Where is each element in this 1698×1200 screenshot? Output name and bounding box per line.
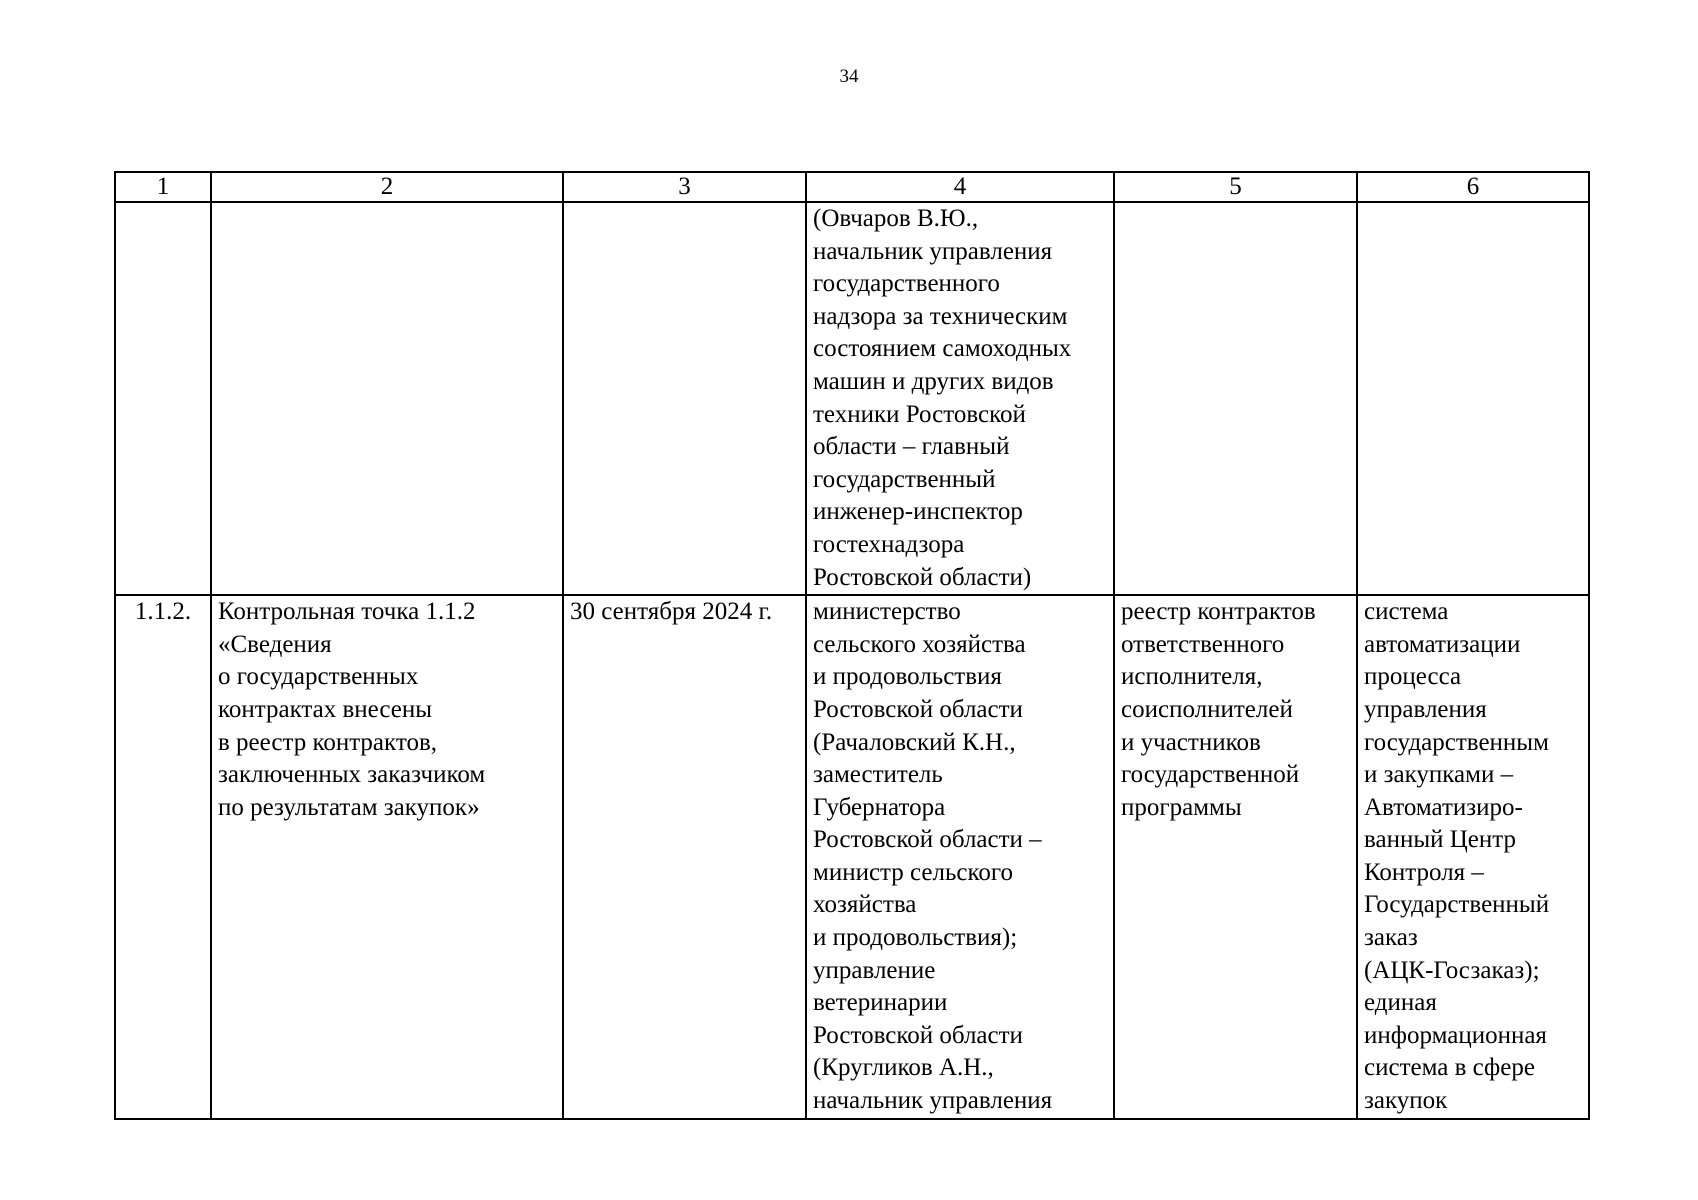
table-header-row bbox=[115, 172, 1589, 202]
table-cell bbox=[211, 595, 563, 1119]
table-cell bbox=[563, 202, 806, 595]
table-cell bbox=[1114, 595, 1357, 1119]
cell-text-line: автоматизации bbox=[1364, 630, 1521, 658]
cell-text-line: Контроля – bbox=[1364, 858, 1484, 886]
cell-text-line: и продовольствия bbox=[813, 663, 1002, 691]
cell-text-line: закупок bbox=[1364, 1087, 1448, 1115]
cell-text-line: инженер-инспектор bbox=[813, 498, 1023, 526]
cell-text-line: заключенных заказчиком bbox=[218, 761, 486, 789]
cell-text-line: о государственных bbox=[218, 663, 419, 691]
cell-text-line: Ростовской области) bbox=[813, 563, 1032, 591]
cell-text-line: начальник управления bbox=[813, 1087, 1053, 1115]
column-header: 1 bbox=[115, 172, 211, 202]
cell-text-line: процесса bbox=[1364, 663, 1462, 691]
cell-text-line: ванный Центр bbox=[1364, 826, 1517, 854]
column-header: 2 bbox=[211, 172, 563, 202]
table-cell bbox=[1357, 595, 1589, 1119]
cell-text-line: (Кругликов А.Н., bbox=[813, 1054, 994, 1082]
cell-text-line: Губернатора bbox=[813, 793, 946, 821]
table-cell bbox=[1357, 202, 1589, 595]
cell-text-line: по результатам закупок» bbox=[218, 793, 480, 821]
cell-text-line: состоянием самоходных bbox=[813, 335, 1072, 363]
cell-text-line: информационная bbox=[1364, 1021, 1547, 1049]
cell-text-line: программы bbox=[1121, 793, 1242, 821]
cell-text-line: Автоматизиро- bbox=[1364, 793, 1523, 821]
cell-text-line: реестр контрактов bbox=[1121, 598, 1316, 626]
cell-text-line: Ростовской области bbox=[813, 695, 1023, 723]
cell-text-line: «Сведения bbox=[218, 630, 332, 658]
cell-text-line: в реестр контрактов, bbox=[218, 728, 437, 756]
table-cell bbox=[806, 202, 1114, 595]
cell-text-line: машин и других видов bbox=[813, 367, 1054, 395]
cell-text-line: Государственный bbox=[1364, 891, 1550, 919]
cell-text-line: и продовольствия); bbox=[813, 924, 1018, 952]
cell-text-line: система в сфере bbox=[1364, 1054, 1535, 1082]
cell-text-line: хозяйства bbox=[813, 891, 917, 919]
table-row bbox=[115, 595, 1589, 1119]
column-header: 5 bbox=[1114, 172, 1357, 202]
cell-text-line: государственного bbox=[813, 270, 1000, 298]
table-cell bbox=[806, 595, 1114, 1119]
cell-text-line: надзора за техническим bbox=[813, 302, 1068, 330]
cell-text-line: заказ bbox=[1364, 924, 1418, 952]
column-header: 6 bbox=[1357, 172, 1589, 202]
table-cell bbox=[115, 595, 211, 1119]
cell-text-line: управление bbox=[813, 956, 936, 984]
table-cell bbox=[563, 595, 806, 1119]
cell-text-line: (Овчаров В.Ю., bbox=[813, 205, 979, 232]
cell-text-line: министерство bbox=[813, 598, 961, 626]
cell-text-line: сельского хозяйства bbox=[813, 630, 1026, 658]
cell-text-line: единая bbox=[1364, 989, 1437, 1017]
column-header: 4 bbox=[806, 172, 1114, 202]
cell-text-line: государственной bbox=[1121, 761, 1300, 789]
cell-text-line: исполнителя, bbox=[1121, 663, 1263, 691]
cell-text-line: 30 сентября 2024 г. bbox=[570, 598, 773, 626]
cell-text-line: ответственного bbox=[1121, 630, 1285, 658]
document-table bbox=[114, 171, 1590, 1120]
cell-text-line: и закупками – bbox=[1364, 761, 1514, 789]
cell-text-line: начальник управления bbox=[813, 237, 1053, 265]
cell-text-line: система bbox=[1364, 598, 1449, 626]
cell-text-line: государственным bbox=[1364, 728, 1549, 756]
cell-text-line: Ростовской области – bbox=[813, 826, 1042, 854]
table-row bbox=[115, 202, 1589, 595]
cell-text-line: Ростовской области bbox=[813, 1021, 1023, 1049]
cell-text-line: (АЦК-Госзаказ); bbox=[1364, 956, 1540, 984]
cell-text-line: гостехнадзора bbox=[813, 530, 965, 558]
cell-text-line: министр сельского bbox=[813, 858, 1014, 886]
cell-text-line: (Рачаловский К.Н., bbox=[813, 728, 1016, 756]
cell-text-line: области – главный bbox=[813, 433, 1010, 461]
cell-text-line: техники Ростовской bbox=[813, 400, 1026, 428]
table-cell bbox=[115, 202, 211, 595]
cell-text-line: контрактах внесены bbox=[218, 695, 433, 723]
table-cell bbox=[211, 202, 563, 595]
table-cell bbox=[1114, 202, 1357, 595]
cell-text-line: управления bbox=[1364, 695, 1487, 723]
cell-text-line: и участников bbox=[1121, 728, 1261, 756]
cell-text-line: Контрольная точка 1.1.2 bbox=[218, 598, 476, 626]
cell-text-line: соисполнителей bbox=[1121, 695, 1293, 723]
cell-text-line: ветеринарии bbox=[813, 989, 948, 1017]
page-number: 34 bbox=[839, 66, 859, 87]
cell-text-line: заместитель bbox=[813, 761, 943, 789]
cell-text-line: государственный bbox=[813, 465, 996, 493]
column-header: 3 bbox=[563, 172, 806, 202]
cell-text-line: 1.1.2. bbox=[134, 598, 192, 626]
